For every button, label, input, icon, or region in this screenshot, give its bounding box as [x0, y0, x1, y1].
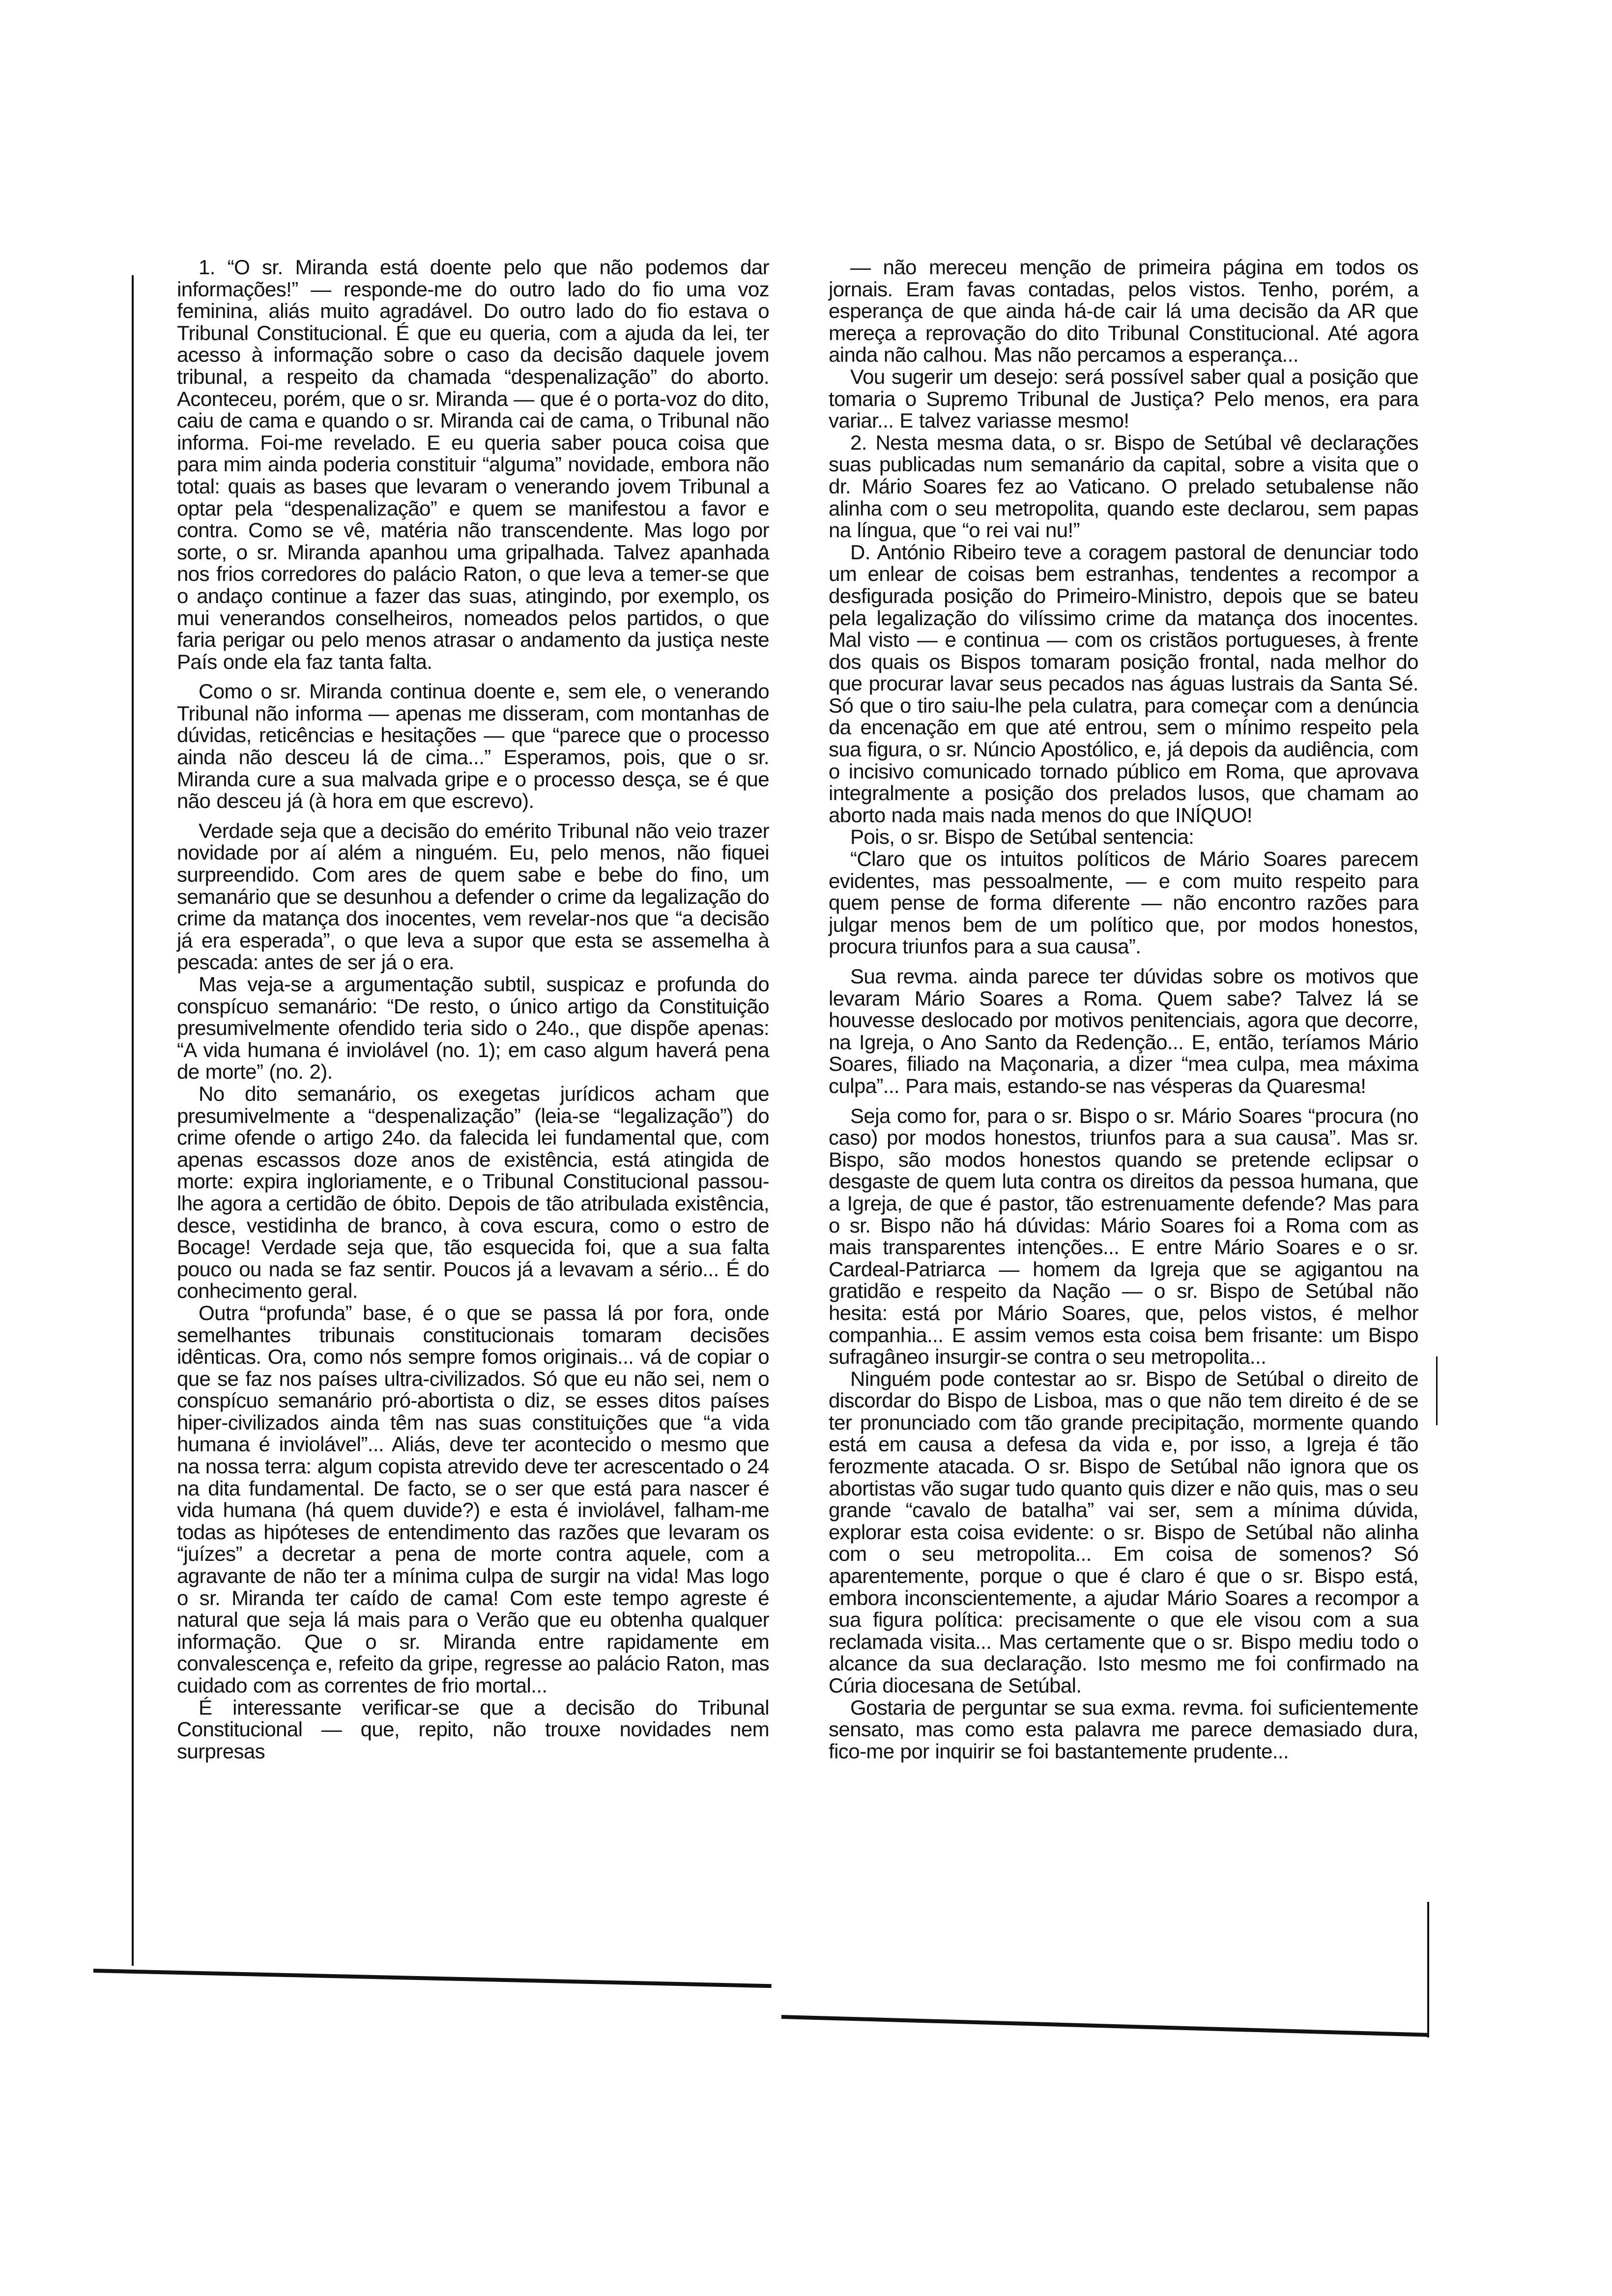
paragraph: Verdade seja que a decisão do emérito Tribunal não veio trazer novidade por aí além a ninguém. Eu, pelo menos, não fiquei surpreendido. Com ares de quem sabe e bebe do fino, um semanário que se desunhou a defender o crime da legalização do crime da matança dos inocentes, vem revelar-nos que “a decisão já era esperada”, o que leva a supor que esta se assemelha à pescada: antes de ser já o era. — [177, 819, 769, 974]
paragraph: Como o sr. Miranda continua doente e, sem ele, o venerando Tribunal não informa — apenas me disseram, com montanhas de dúvidas, reticências e hesitações — que “parece que o processo ainda não desceu lá de cima...” Esperamos, pois, que o sr. Miranda cure a sua malvada gripe e o processo desça, se é que não desceu já (à hora em que escrevo). — [177, 680, 769, 813]
right-corner-rule — [1427, 1902, 1429, 2038]
right-bottom-rule — [781, 2015, 1429, 2037]
paragraph: Outra “profunda” base, é o que se passa lá por fora, onde semelhantes tribunais constitucionais tomaram decisões idênticas. Ora, como nós sempre fomos originais... vá de copiar o que se faz nos países ultra-civilizados. Só que eu não sei, nem o conspícuo semanário pró-abortista o diz, se esses ditos países hiper-civilizados ainda têm nas suas constituições que “a vida humana é inviolável”... Aliás, deve ter acontecido o mesmo que na nossa terra: algum copista atrevido deve ter acrescentado o 24 na dita fundamental. De facto, se o ser que está para nascer é vida humana (há quem duvide?) e esta é inviolável, falham-me todas as hipóteses de entendimento das razões que levaram os “juízes” a decretar a pena de morte contra aquele, com a agravante de não ter a mínima culpa de surgir na vida! Mas logo o sr. Miranda ter caído de cama! Com este tempo agreste é natural que seja lá mais para o Verão que eu obtenha qualquer informação. Que o sr. Miranda entre rapidamente em convalescença e, refeito da gripe, regresse ao palácio Raton, mas cuidado com as correntes de frio mortal... — [177, 1301, 769, 1697]
right-text-column — [829, 257, 1418, 1762]
paragraph: Gostaria de perguntar se sua exma. revma. foi suficientemente sensato, mas como esta palavra me parece demasiado dura, fico-me por inquirir se foi bastantemente prudente... — [829, 1695, 1418, 1763]
paragraph: D. António Ribeiro teve a coragem pastoral de denunciar todo um enlear de coisas bem estranhas, tendentes a recompor a desfigurada posição do Primeiro-Ministro, depois que se bateu pela legalização do vilíssimo crime da matança dos inocentes. Mal visto — e continua — com os cristãos portugueses, à frente dos quais os Bispos tomaram posição frontal, nada melhor do que procurar lavar seus pecados nas águas lustrais da Santa Sé. Só que o tiro saiu-lhe pela culatra, para começar com a denúncia da encenação em que até entrou, sem o mínimo respeito pela sua figura, o sr. Núncio Apostólico, e, já depois da audiência, com o incisivo comunicado tornado público em Roma, que aprovava integralmente a posição dos prelados lusos, que chamam ao aborto nada mais nada menos do que INÍQUO! — [829, 540, 1418, 827]
left-margin-rule — [132, 275, 134, 1966]
quote-paragraph: “Claro que os intuitos políticos de Mário Soares parecem evidentes, mas pessoalmente, — e com muito respeito para quem pense de forma diferente — não encontro razões para julgar menos bem de um político que, por modos honestos, procura triunfos para a sua causa”. — [829, 847, 1418, 958]
paragraph: Pois, o sr. Bispo de Setúbal sentencia: — [850, 825, 1194, 849]
paragraph: No dito semanário, os exegetas jurídicos acham que presumivelmente a “despenalização” (leia-se “legalização”) do crime ofende o artigo 24o. da falecida lei fundamental que, com apenas escassos doze anos de existência, está atingida de morte: expira ingloriamente, e o Tribunal Constitucional passou-lhe agora a certidão de óbito. Depois de tão atribulada existência, desce, vestidinha de branco, à cova escura, como o estro de Bocage! Verdade seja que, tão esquecida foi, que a sua falta pouco ou nada se faz sentir. Poucos já a levavam a sério... É do conhecimento geral. — [177, 1082, 769, 1303]
paragraph: — não mereceu menção de primeira página em todos os jornais. Eram favas contadas, pelos vistos. Tenho, porém, a esperança de que ainda há-de cair lá uma decisão da AR que mereça a reprovação do dito Tribunal Constitucional. Até agora ainda não calhou. Mas não percamos a esperança... — [829, 256, 1418, 367]
left-text-column — [177, 257, 769, 1762]
paragraph: 1. “O sr. Miranda está doente pelo que não podemos dar informações!” — responde-me do outro lado do fio uma voz feminina, aliás muito agradável. Do outro lado do fio estava o Tribunal Constitucional. É que eu queria, com a ajuda da lei, ter acesso à informação sobre o caso da decisão daquele jovem tribunal, a respeito da chamada “despenalização” do aborto. Aconteceu, porém, que o sr. Miranda — que é o porta-voz do dito, caiu de cama e quando o sr. Miranda cai de cama, o Tribunal não informa. Foi-me revelado. E eu queria saber pouca coisa que para mim ainda poderia constituir “alguma” novidade, embora não total: quais as bases que levaram o venerando jovem Tribunal a optar pela “despenalização” e quem se manifestou a favor e contra. Como se vê, matéria não transcendente. Mas logo por sorte, o sr. Miranda apanhou uma gripalhada. Talvez apanhada nos frios corredores do palácio Raton, o que leva a temer-se que o andaço continue a fazer das suas, atingindo, por exemplo, os mui venerandos conselheiros, nomeados pelos partidos, o que faria perigar ou pelo menos atrasar o andamento da justiça neste País onde ela faz tanta falta. — [177, 256, 769, 673]
paragraph: Mas veja-se a argumentação subtil, suspicaz e profunda do conspícuo semanário: “De resto, o único artigo da Constituição presumivelmente ofendido teria sido o 24o., que dispõe apenas: “A vida humana é inviolável (no. 1); em caso algum haverá pena de morte” (no. 2). — [177, 973, 769, 1084]
paragraph: Vou sugerir um desejo: será possível saber qual a posição que tomaria o Supremo Tribunal de Justiça? Pelo menos, era para variar... E talvez variasse mesmo! — [829, 365, 1418, 432]
right-edge-mark — [1436, 1356, 1438, 1425]
paragraph: É interessante verificar-se que a decisão do Tribunal Constitucional — que, repito, não trouxe novidades nem surpresas — [177, 1695, 769, 1763]
paragraph: Ninguém pode contestar ao sr. Bispo de Setúbal o direito de discordar do Bispo de Lisboa, mas o que não tem direito é de se ter pronunciado com tão grande precipitação, mormente quando está em causa a defesa da vida e, por isso, a Igreja é tão ferozmente atacada. O sr. Bispo de Setúbal não ignora que os abortistas vão sugar tudo quanto quis dizer e não quis, mas o seu grande “cavalo de batalha” vai ser, sem a mínima dúvida, explorar esta coisa evidente: o sr. Bispo de Setúbal não alinha com o seu metropolita... Em coisa de somenos? Só aparentemente, porque o que é claro é que o sr. Bispo está, embora inconscientemente, a ajudar Mário Soares a recompor a sua figura política: precisamente o que ele visou com a sua reclamada visita... Mas certamente que o sr. Bispo mediu todo o alcance da sua declaração. Isto mesmo me foi confirmado na Cúria diocesana de Setúbal. — [829, 1367, 1418, 1697]
paragraph: Sua revma. ainda parece ter dúvidas sobre os motivos que levaram Mário Soares a Roma. Quem sabe? Talvez lá se houvesse deslocado por motivos penitenciais, agora que decorre, na Igreja, o Ano Santo da Redenção... E, então, teríamos Mário Soares, filiado na Maçonaria, a dizer “mea culpa, mea máxima culpa”... Para mais, estando-se nas vésperas da Quaresma! — [829, 965, 1418, 1097]
paragraph: 2. Nesta mesma data, o sr. Bispo de Setúbal vê declarações suas publicadas num semanário da capital, sobre a visita que o dr. Mário Soares fez ao Vaticano. O prelado setubalense não alinha com o seu metropolita, quando este declarou, sem papas na língua, que “o rei vai nu!” — [829, 430, 1418, 542]
left-bottom-rule — [93, 1969, 772, 1988]
paragraph: Seja como for, para o sr. Bispo o sr. Mário Soares “procura (no caso) por modos honestos, triunfos para a sua causa”. Mas sr. Bispo, são modos honestos quando se pretende eclipsar o desgaste de quem luta contra os direitos da pessoa humana, que a Igreja, de que é pastor, tão estrenuamente defende? Mas para o sr. Bispo não há dúvidas: Mário Soares foi a Roma com as mais transparentes intenções... E entre Mário Soares e o sr. Cardeal-Patriarca — homem da Igreja que se agigantou na gratidão e respeito da Nação — o sr. Bispo de Setúbal não hesita: está por Mário Soares, que, pelos vistos, é melhor companhia... E assim vemos esta coisa bem frisante: um Bispo sufragâneo insurgir-se contra o seu metropolita... — [829, 1104, 1418, 1369]
